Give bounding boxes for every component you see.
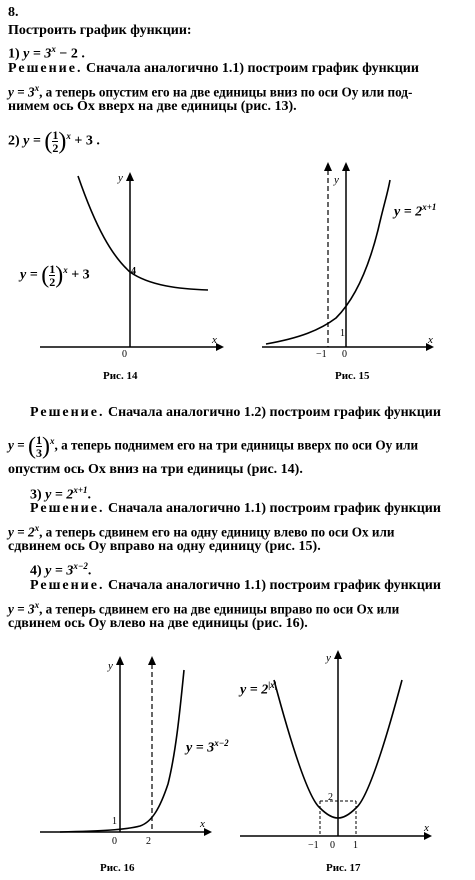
fig15-y-label: y [334, 174, 339, 186]
solution-2-line-1: Решение. Сначала аналогично 1.2) построим график функции [30, 405, 441, 420]
fig17-y-arrow [334, 650, 342, 659]
fig17-function-label: $y = 2^{|x|}$ [240, 680, 277, 698]
fig17-tick-minus1: −1 [308, 840, 319, 851]
fig17-origin: 0 [330, 840, 335, 851]
item-4: 4) $y = 3^{x-2}$. [30, 561, 92, 579]
item-2: 2) y = ( $\frac{1}{2}$ )$^x$ + 3 . [8, 127, 100, 155]
task-title: Построить график функции: [8, 23, 192, 38]
fig17-tick-1: 1 [353, 840, 358, 851]
fig14-x-label: x [212, 334, 217, 346]
fig14-function-label: y = ( $\frac{1}{2}$ )$^x$ + 3 [20, 261, 90, 289]
fig15-tick-minus1: −1 [316, 349, 327, 360]
solution-4-line-3: сдвинем ось Oy влево на две единицы (рис. 16). [8, 616, 308, 631]
fig15-origin: 0 [342, 349, 347, 360]
fig15-function-label: $y = 2^{x+1}$ [394, 202, 437, 220]
solution-2-line-3: опустим ось Ox вниз на три единицы (рис. 14). [8, 462, 303, 477]
fig16-tick-2: 2 [146, 836, 151, 847]
fig17-caption: Рис. 17 [326, 862, 361, 874]
fig14-tick-4: 4 [131, 266, 136, 277]
solution-4-line-2: $y = 3^x$, а теперь сдвинем его на две единицы вправо по оси Ox или [8, 600, 400, 617]
fig16-caption: Рис. 16 [100, 862, 135, 874]
item-1: 1) $y = 3^x - 2$ . [8, 44, 85, 62]
item-3: 3) $y = 2^{x+1}$. [30, 485, 92, 503]
solution-3-line-1: Решение. Сначала аналогично 1.1) построим график функции [30, 501, 441, 516]
solution-4-line-1: Решение. Сначала аналогично 1.1) построим график функции [30, 578, 441, 593]
solution-3-line-3: сдвинем ось Oy вправо на одну единицу (рис. 15). [8, 539, 321, 554]
fig15-tick-1: 1 [340, 328, 345, 339]
fig16-y-label: y [108, 660, 113, 672]
solution-2-line-2: y = ( $\frac{1}{3}$ )$^x$, а теперь поднимем его на три единицы вверх по оси Oy или [8, 432, 419, 460]
fig16-tick-1: 1 [112, 816, 117, 827]
fig14-y-label: y [118, 172, 123, 184]
fig17-tick-2: 2 [328, 792, 333, 803]
problem-number: 8. [8, 5, 19, 20]
fig14-caption: Рис. 14 [103, 370, 138, 382]
fig15-caption: Рис. 15 [335, 370, 370, 382]
solution-1-line-3: нимем ось Ox вверх на две единицы (рис. 13). [8, 99, 297, 114]
fig17-y-label: y [326, 652, 331, 664]
solution-1-line-1: Решение. Сначала аналогично 1.1) построим график функции [8, 61, 419, 76]
fig16-x-label: x [200, 818, 205, 830]
fig16-function-label: $y = 3^{x-2}$ [186, 738, 229, 756]
solution-1-line-2: $y = 3^x$, а теперь опустим его на две единицы вниз по оси Oy или под- [8, 83, 413, 100]
fig15-x-label: x [428, 334, 433, 346]
solution-3-line-2: $y = 2^x$, а теперь сдвинем его на одну единицу влево по оси Ox или [8, 523, 395, 540]
fig14-origin: 0 [122, 349, 127, 360]
fig16-origin: 0 [112, 836, 117, 847]
fig17-x-label: x [424, 822, 429, 834]
